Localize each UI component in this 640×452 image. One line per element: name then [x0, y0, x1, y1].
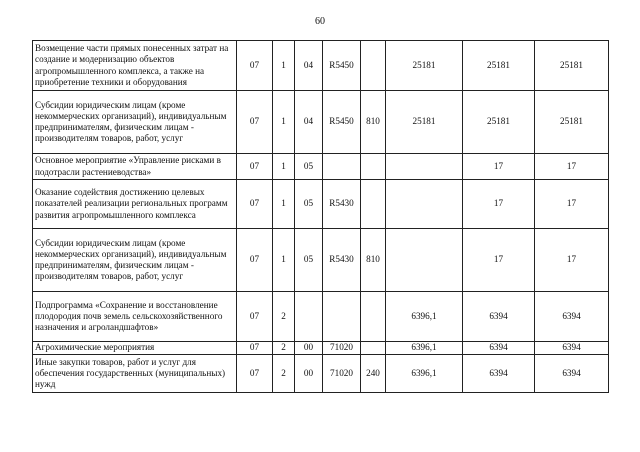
row-description: Подпрограмма «Сохранение и восстановление плодородия почв земель сельскохозяйственного назначения и агроландшафтов»: [33, 292, 237, 342]
program-code: 07: [237, 292, 273, 342]
table-row: [33, 91, 609, 154]
main-activity-code: [295, 292, 323, 342]
expense-type-code: 810: [361, 229, 386, 292]
expense-type-code: [361, 41, 386, 91]
amount-year-3: 25181: [535, 91, 609, 154]
subprogram-code: 1: [273, 229, 295, 292]
program-code: 07: [237, 180, 273, 229]
amount-year-1: 25181: [386, 91, 463, 154]
program-code: 07: [237, 342, 273, 355]
subprogram-code: 1: [273, 180, 295, 229]
main-activity-code: 05: [295, 180, 323, 229]
main-activity-code: 05: [295, 154, 323, 180]
subprogram-code: 2: [273, 292, 295, 342]
amount-year-1: [386, 229, 463, 292]
row-description: Основное мероприятие «Управление рисками в подотрасли растениеводства»: [33, 154, 237, 180]
table-row: [33, 292, 609, 342]
amount-year-1: 6396,1: [386, 292, 463, 342]
amount-year-2: 25181: [463, 41, 535, 91]
amount-year-1: 6396,1: [386, 342, 463, 355]
program-code: 07: [237, 355, 273, 393]
amount-year-2: 6394: [463, 355, 535, 393]
table-row: [33, 180, 609, 229]
table-row: [33, 355, 609, 393]
subprogram-code: 1: [273, 154, 295, 180]
program-code: 07: [237, 229, 273, 292]
amount-year-2: 17: [463, 154, 535, 180]
row-description: Субсидии юридическим лицам (кроме некоммерческих организаций), индивидуальным предпринимателям, физическим лицам - производителям товаров, работ, услуг: [33, 229, 237, 292]
direction-code: R5450: [323, 41, 361, 91]
row-description: Оказание содействия достижению целевых показателей реализации региональных программ развития агропромышленного комплекса: [33, 180, 237, 229]
expense-type-code: 240: [361, 355, 386, 393]
amount-year-3: 25181: [535, 41, 609, 91]
subprogram-code: 2: [273, 342, 295, 355]
amount-year-2: 17: [463, 229, 535, 292]
program-code: 07: [237, 41, 273, 91]
main-activity-code: 05: [295, 229, 323, 292]
direction-code: 71020: [323, 342, 361, 355]
row-description: Агрохимические мероприятия: [33, 342, 237, 355]
subprogram-code: 1: [273, 91, 295, 154]
amount-year-3: 17: [535, 154, 609, 180]
main-activity-code: 04: [295, 91, 323, 154]
expense-type-code: 810: [361, 91, 386, 154]
amount-year-3: 17: [535, 180, 609, 229]
subprogram-code: 1: [273, 41, 295, 91]
direction-code: R5430: [323, 180, 361, 229]
row-description: Иные закупки товаров, работ и услуг для обеспечения государственных (муниципальных) нужд: [33, 355, 237, 393]
amount-year-2: 17: [463, 180, 535, 229]
expense-type-code: [361, 342, 386, 355]
amount-year-1: [386, 180, 463, 229]
amount-year-1: 6396,1: [386, 355, 463, 393]
direction-code: [323, 154, 361, 180]
amount-year-1: 25181: [386, 41, 463, 91]
row-description: Возмещение части прямых понесенных затрат на создание и модернизацию объектов агропромышленного комплекса, а также на приобретение техники и оборудования: [33, 41, 237, 91]
amount-year-2: 6394: [463, 292, 535, 342]
direction-code: R5430: [323, 229, 361, 292]
amount-year-3: 6394: [535, 342, 609, 355]
program-code: 07: [237, 154, 273, 180]
expense-type-code: [361, 292, 386, 342]
amount-year-3: 17: [535, 229, 609, 292]
amount-year-3: 6394: [535, 292, 609, 342]
expense-type-code: [361, 180, 386, 229]
direction-code: R5450: [323, 91, 361, 154]
direction-code: 71020: [323, 355, 361, 393]
main-activity-code: 00: [295, 342, 323, 355]
direction-code: [323, 292, 361, 342]
page-number: 60: [315, 16, 325, 27]
expense-type-code: [361, 154, 386, 180]
row-description: Субсидии юридическим лицам (кроме некоммерческих организаций), индивидуальным предпринимателям, физическим лицам - производителям товаров, работ, услуг: [33, 91, 237, 154]
table-row: [33, 229, 609, 292]
table-row: [33, 342, 609, 355]
program-code: 07: [237, 91, 273, 154]
main-activity-code: 04: [295, 41, 323, 91]
amount-year-3: 6394: [535, 355, 609, 393]
table-row: [33, 41, 609, 91]
amount-year-1: [386, 154, 463, 180]
amount-year-2: 6394: [463, 342, 535, 355]
main-activity-code: 00: [295, 355, 323, 393]
budget-table: [32, 40, 609, 393]
table-row: [33, 154, 609, 180]
amount-year-2: 25181: [463, 91, 535, 154]
subprogram-code: 2: [273, 355, 295, 393]
